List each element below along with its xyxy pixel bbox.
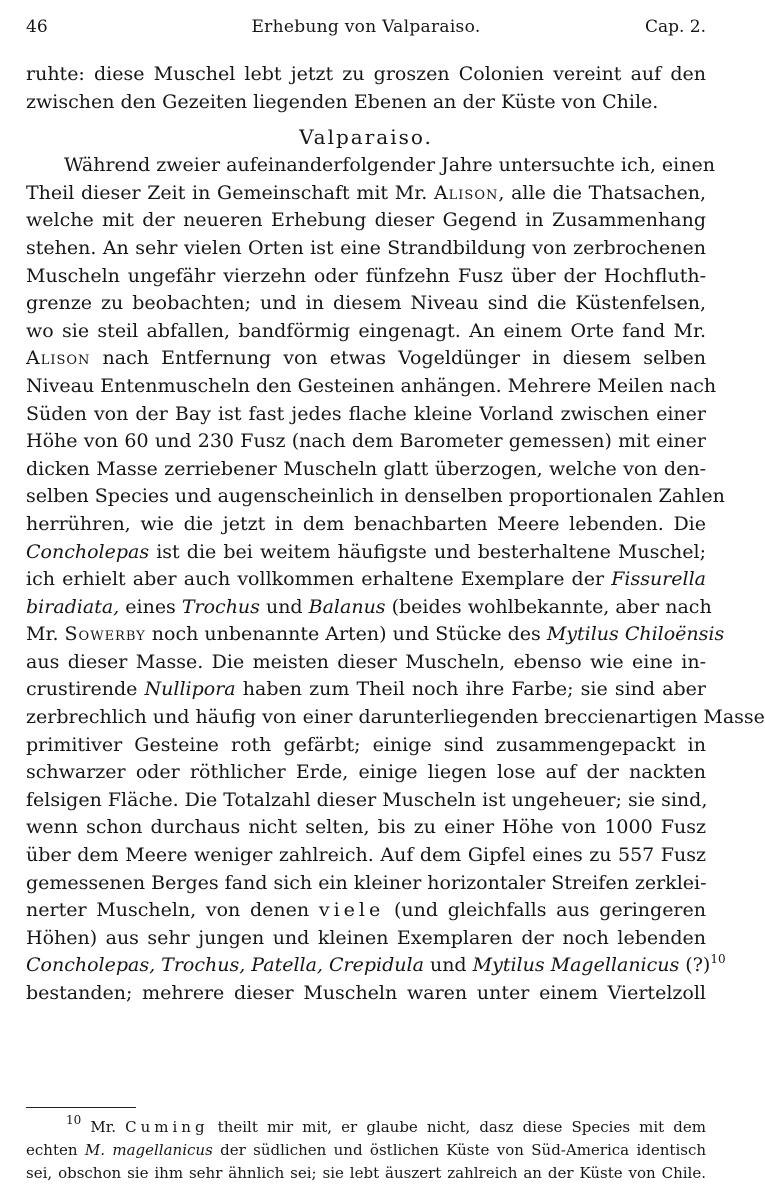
text-line: biradiata, eines Trochus und Balanus (beides wohlbekannte, aber nach [26,595,712,618]
species-name: Concholepas [26,540,150,563]
text-line: nerter Muscheln, von denen viele (und gleichfalls aus geringeren [26,899,706,922]
person-name: Alison [433,181,499,204]
species-name: Trochus [181,595,260,618]
species-name: Concholepas, Trochus, Patella, Crepidula [26,954,424,977]
text-line: Höhe von 60 und 230 Fusz (nach dem Barometer gemessen) mit einer [26,430,706,453]
text-line: Muscheln ungefähr vierzehn oder fünfzehn Fusz über der Hochfluth- [26,264,706,287]
text-line: stehen. An sehr vielen Orten ist eine Strandbildung von zerbrochenen [26,236,706,259]
text-line: Theil dieser Zeit in Gemeinschaft mit Mr. Alison, alle die Thatsachen, [26,181,707,204]
body-text [26,61,765,1008]
text-line: felsigen Fläche. Die Totalzahl dieser Muscheln ist ungeheuer; sie sind, [26,788,708,811]
text-line: Concholepas, Trochus, Patella, Crepidula und Mytilus Magellanicus (?)$^{10}$ [26,952,726,977]
text-line: Alison nach Entfernung von etwas Vogeldünger in diesem selben [26,347,706,370]
species-name: Mytilus Chiloënsis [546,623,725,646]
text-line: Mr. Sowerby noch unbenannte Arten) und Stücke des Mytilus Chiloënsis [26,623,725,646]
person-name: Alison [26,347,91,370]
text-line: ich erhielt aber auch vollkommen erhaltene Exemplare der Fissurella [26,568,706,591]
text-line: Höhen) aus sehr jungen und kleinen Exemplaren der noch lebenden [26,926,706,949]
species-name: Fissurella [611,568,706,591]
text-line: herrühren, wie die jetzt in dem benachbarten Meere lebenden. Die [26,512,706,535]
footnote-line: sei, obschon sie ihm sehr ähnlich sei; sie lebt äuszert zahlreich an der Küste von Chile. [26,1164,706,1182]
text-line: aus dieser Masse. Die meisten dieser Muscheln, ebenso wie eine in- [26,650,706,673]
text-line: dicken Masse zerriebener Muscheln glatt überzogen, welche von den- [26,457,706,480]
text-line: wo sie steil abfallen, bandförmig eingenagt. An einem Orte fand Mr. [26,319,706,342]
chapter-label: Cap. 2. [644,17,706,37]
species-name: Nullipora [144,678,236,701]
person-name: Sowerby [64,623,146,646]
person-name: Cuming [125,1118,209,1136]
footnote-divider [26,1107,136,1108]
species-name: biradiata, [26,595,120,618]
text-line: welche mit der neueren Erhebung dieser Gegend in Zusammenhang [26,209,706,232]
text-line: Süden von der Bay ist fast jedes flache kleine Vorland zwischen einer [26,402,706,425]
text-line: Concholepas ist die bei weitem häufigste und besterhaltene Muschel; [26,540,706,563]
text-line: zwischen den Gezeiten liegenden Ebenen an der Küste von Chile. [26,90,659,113]
species-name: M. magellanicus [84,1141,213,1159]
footnote-line: echten M. magellanicus der südlichen und östlichen Küste von Süd-America identisch [26,1141,707,1159]
text-line: gemessenen Berges fand sich ein kleiner horizontaler Streifen zerklei- [26,871,707,894]
species-name: Mytilus Magellanicus [472,954,680,977]
text-line: zerbrechlich und häufig von einer darunterliegenden breccienartigen Masse [26,706,765,729]
text-line: wenn schon durchaus nicht selten, bis zu einer Höhe von 1000 Fusz [26,816,706,839]
page-number: 46 [26,17,48,37]
text-line: primitiver Gesteine roth gefärbt; einige sind zusammengepackt in [26,733,706,756]
running-title: Erhebung von Valparaiso. [251,17,481,37]
species-name: Balanus [308,595,386,618]
footnote-reference[interactable]: 10 [710,952,726,967]
emphasis-spaced: viele [318,899,385,922]
text-line: schwarzer oder röthlicher Erde, einige liegen lose auf der nackten [26,761,706,784]
section-heading: Valparaiso. [299,125,433,150]
text-line: grenze zu beobachten; und in diesem Niveau sind die Küstenfelsen, [26,292,706,315]
text-line: bestanden; mehrere dieser Muscheln waren unter einem Viertelzoll [26,982,706,1004]
page-header [26,17,706,41]
text-line: Während zweier aufeinanderfolgender Jahre untersuchte ich, einen [64,154,715,177]
text-line: selben Species und augenscheinlich in denselben proportionalen Zahlen [26,485,725,508]
text-line: crustirende Nullipora haben zum Theil noch ihre Farbe; sie sind aber [26,678,706,701]
text-line: Niveau Entenmuscheln den Gesteinen anhängen. Mehrere Meilen nach [26,374,717,397]
footnote-marker: 10 [66,1113,82,1127]
text-line: über dem Meere weniger zahlreich. Auf dem Gipfel eines zu 557 Fusz [26,844,706,867]
footnote-line: $^{10}$ Mr. Cuming theilt mir mit, er glaube nicht, dasz diese Species mit dem [66,1113,707,1136]
text-line: ruhte: diese Muschel lebt jetzt zu groszen Colonien vereint auf den [26,63,706,85]
footnote [26,1113,707,1185]
